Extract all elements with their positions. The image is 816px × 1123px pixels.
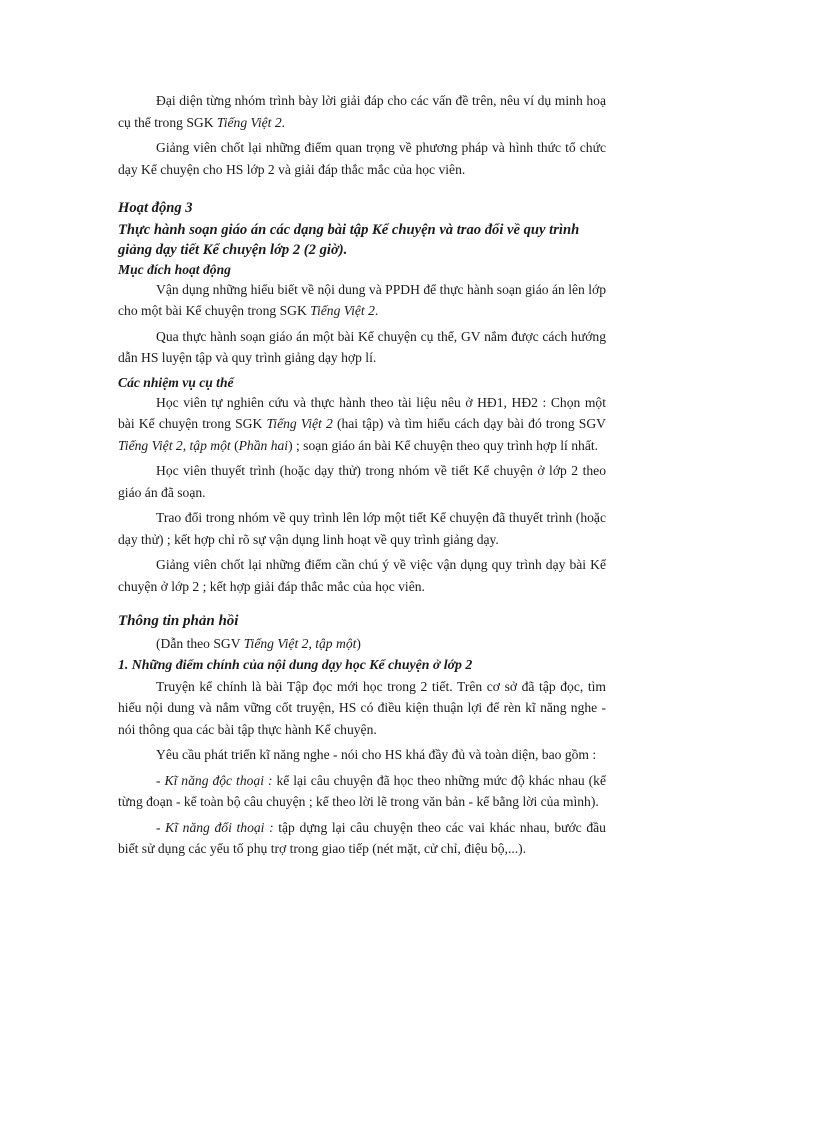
book-title: Tiếng Việt 2 (310, 303, 375, 318)
tasks-heading: Các nhiệm vụ cụ thể (118, 374, 234, 390)
activity-label: Hoạt động 3 (118, 200, 193, 216)
feedback-paragraph-1: Truyện kể chính là bài Tập đọc mới học trong 2 tiết. Trên cơ sở đã tập đọc, tìm hiểu nội dung và nắm vững cốt truyện, HS có điều kiện thuận lợi để rèn kĩ năng nghe - nói thông qua các bài tập thực hành Kể chuyện. (118, 678, 606, 737)
book-title: Tiếng Việt 2 (243, 635, 309, 651)
text-span: - (156, 819, 166, 835)
purpose-paragraph-2: Qua thực hành soạn giáo án một bài Kể chuyện cụ thể, GV nắm được cách hướng dẫn HS luyện tập và quy trình giảng dạy hợp lí. (118, 328, 606, 365)
intro-paragraph-2: Giảng viên chốt lại những điểm quan trọng về phương pháp và hình thức tổ chức dạy Kể chuyện cho HS lớp 2 và giải đáp thắc mắc của học viên. (118, 140, 606, 177)
book-title: Tiếng Việt 2 (118, 437, 183, 453)
text-span: kể lại câu chuyện đã học theo những mức độ khác nhau (kể từng đoạn - kể toàn bộ câu chuyện ; kể theo lời lẽ trong văn bản - kể bằng lời của mình). (118, 772, 606, 809)
text-span: . (374, 303, 379, 318)
skill-term: Kĩ năng đối thoại : (165, 819, 274, 835)
text-span: , (308, 635, 316, 651)
text-span: Học viên tự nghiên cứu và thực hành theo tài liệu nêu ở HĐ1, HĐ2 : Chọn một bài Kể chuyện trong SGK (118, 394, 606, 431)
feedback-paragraph-3 (118, 770, 606, 813)
task-paragraph-1 (118, 392, 606, 457)
feedback-heading: Thông tin phản hồi (118, 613, 239, 629)
feedback-source (118, 633, 606, 655)
section-1-heading: 1. Những điểm chính của nội dung dạy học Kể chuyện ở lớp 2 (118, 657, 473, 672)
text-span: - (156, 772, 165, 788)
text-span: . (281, 114, 286, 130)
text-span: , (182, 437, 190, 453)
text-span: ( (230, 437, 239, 453)
text-span: ) (356, 635, 361, 651)
feedback-paragraph-4 (118, 817, 606, 860)
purpose-heading: Mục đích hoạt động (118, 261, 231, 277)
task-paragraph-4: Giảng viên chốt lại những điểm cần chú ý về việc vận dụng quy trình dạy bài Kể chuyện ở lớp 2 ; kết hợp giải đáp thắc mắc của học viên. (118, 557, 606, 594)
activity-title: Thực hành soạn giáo án các dạng bài tập Kể chuyện và trao đổi về quy trình giảng dạy tiết Kể chuyện lớp 2 (2 giờ). (118, 221, 580, 258)
skill-term: Kĩ năng độc thoại : (164, 772, 273, 788)
text-span: (Dẫn theo SGV (156, 635, 244, 651)
intro-paragraph-1 (118, 90, 606, 133)
text-span: tập dựng lại câu chuyện theo các vai khác nhau, bước đầu biết sử dụng các yếu tố phụ trợ trong giao tiếp (nét mặt, cử chỉ, điệu bộ,...). (118, 819, 606, 856)
text-span: (hai tập) và tìm hiểu cách dạy bài đó trong SGV (332, 416, 606, 431)
text-span: Đại diện từng nhóm trình bày lời giải đáp cho các vấn đề trên, nêu ví dụ minh hoạ cụ thể trong SGK (118, 93, 606, 130)
volume-title: tập một (315, 635, 357, 651)
task-paragraph-3: Trao đổi trong nhóm về quy trình lên lớp một tiết Kể chuyện đã thuyết trình (hoặc dạy thử) ; kết hợp chỉ rõ sự vận dụng linh hoạt về quy trình giảng dạy. (118, 510, 606, 547)
text-span: Vận dụng những hiểu biết về nội dung và PPDH để thực hành soạn giáo án lên lớp cho một bài Kể chuyện trong SGK (118, 281, 606, 318)
document-page (118, 90, 606, 864)
volume-title: tập một (189, 437, 231, 453)
book-title: Tiếng Việt 2 (266, 416, 333, 431)
task-paragraph-2: Học viên thuyết trình (hoặc dạy thử) trong nhóm về tiết Kể chuyện ở lớp 2 theo giáo án đã soạn. (118, 463, 606, 500)
text-span: ) ; soạn giáo án bài Kể chuyện theo quy trình hợp lí nhất. (288, 437, 599, 453)
part-title: Phần hai (238, 437, 289, 453)
purpose-paragraph-1 (118, 279, 606, 322)
feedback-paragraph-2: Yêu cầu phát triển kĩ năng nghe - nói cho HS khá đầy đủ và toàn diện, bao gồm : (156, 747, 597, 762)
book-title: Tiếng Việt 2 (216, 114, 282, 130)
